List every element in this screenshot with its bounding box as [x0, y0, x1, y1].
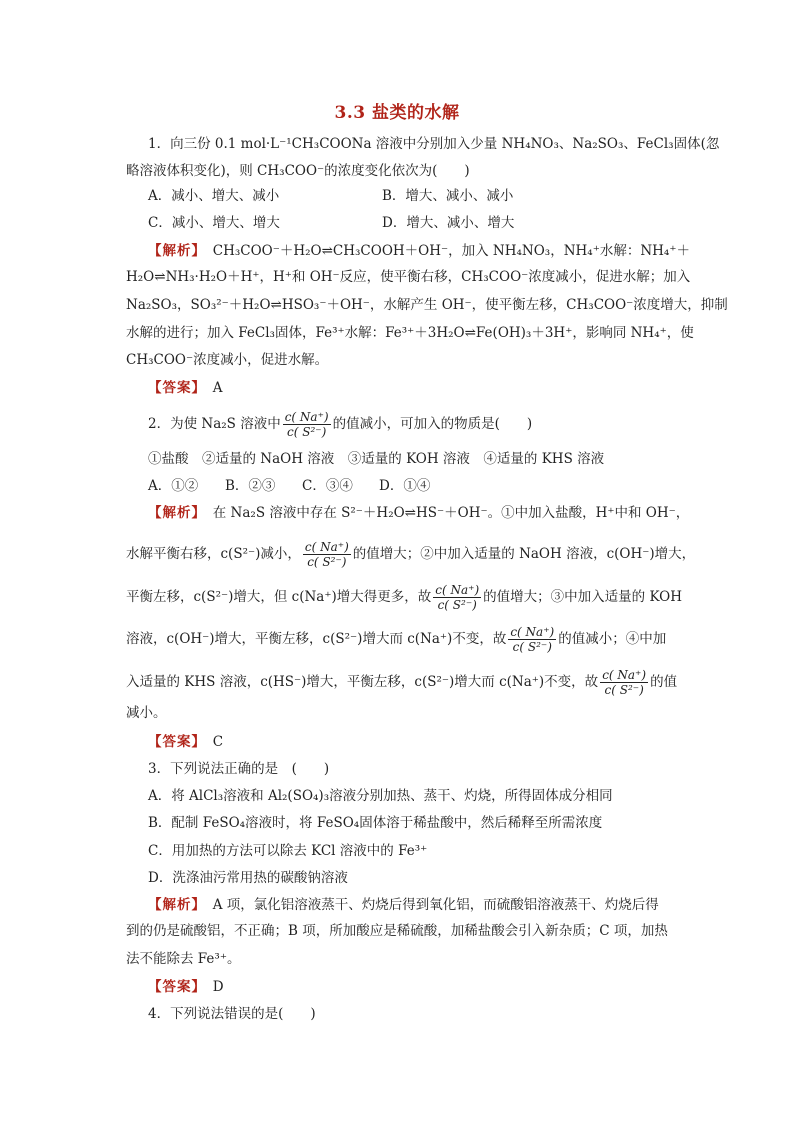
q3-answer-tag: 【答案】 [148, 979, 200, 995]
q2-stem-post: 的值减小，可加入的物质是( ) [332, 416, 533, 432]
q3-option-b: B．配制 FeSO₄溶液时，将 FeSO₄固体溶于稀盐酸中，然后稀释至所需浓度 [148, 815, 603, 831]
q1-analysis-line-1 [148, 242, 690, 260]
q2-analysis-tag: 【解析】 [148, 505, 200, 521]
q2-option-a: A．①② [148, 478, 199, 494]
fraction-numerator: c( Na⁺) [284, 410, 329, 424]
q3-analysis-line-1 [148, 896, 659, 914]
q2-stem-fraction [283, 410, 331, 439]
q1-stem-line-1: 1．向三份 0.1 mol·L⁻¹CH₃COONa 溶液中分别加入少量 NH₄NO₃、Na₂SO₃、FeCl₃固体(忽 [148, 136, 720, 152]
q2-option-c: C．③④ [302, 478, 353, 494]
q2-fraction-3 [433, 583, 481, 612]
q2-answer-value: C [212, 734, 224, 750]
q1-analysis-line-5: CH₃COO⁻浓度减小，促进水解。 [126, 352, 329, 368]
q2-option-b: B．②③ [225, 478, 276, 494]
q1-analysis-tag: 【解析】 [148, 243, 200, 259]
q3-analysis-tag: 【解析】 [148, 897, 200, 913]
fraction-denominator: c( S²⁻) [437, 598, 477, 612]
q1-analysis-line-2: H₂O⇌NH₃·H₂O＋H⁺，H⁺和 OH⁻反应，使平衡右移，CH₃COO⁻浓度减小，促进水解；加入 [126, 269, 691, 285]
q1-analysis-text-1: CH₃COO⁻＋H₂O⇌CH₃COOH＋OH⁻，加入 NH₄NO₃，NH₄⁺水解：NH₄⁺＋ [212, 243, 690, 259]
q2-answer-line [148, 733, 223, 751]
q3-stem: 3．下列说法正确的是 ( ) [148, 761, 330, 777]
q1-option-c: C．减小、增大、增大 [148, 215, 280, 231]
fraction-numerator: c( Na⁺) [602, 668, 647, 682]
q1-analysis-line-3: Na₂SO₃，SO₃²⁻＋H₂O⇌HSO₃⁻＋OH⁻，水解产生 OH⁻，使平衡左移，CH₃COO⁻浓度增大，抑制 [126, 297, 728, 313]
q2-analysis-4-pre: 溶液，c(OH⁻)增大，平衡左移，c(S²⁻)增大而 c(Na⁺)不变，故 [126, 631, 507, 647]
q1-stem-line-2: 略溶液体积变化)，则 CH₃COO⁻的浓度变化依次为( ) [126, 163, 470, 179]
q1-answer-value: A [212, 380, 223, 396]
q2-analysis-text-1: 在 Na₂S 溶液中存在 S²⁻＋H₂O⇌HS⁻＋OH⁻。①中加入盐酸，H⁺中和 OH⁻， [212, 505, 690, 521]
fraction-numerator: c( Na⁺) [304, 540, 349, 554]
q2-stem-pre: 2．为使 Na₂S 溶液中 [148, 416, 281, 432]
q2-analysis-line-4 [126, 625, 666, 654]
q3-option-a: A．将 AlCl₃溶液和 Al₂(SO₄)₃溶液分别加热、蒸干、灼烧，所得固体成分相同 [148, 788, 613, 804]
q2-analysis-line-5 [126, 668, 677, 697]
q3-option-d: D．洗涤油污常用热的碳酸钠溶液 [148, 870, 348, 886]
q2-analysis-3-post: 的值增大；③中加入适量的 KOH [483, 589, 683, 605]
q2-choices: ①盐酸 ②适量的 NaOH 溶液 ③适量的 KOH 溶液 ④适量的 KHS 溶液 [148, 451, 605, 467]
q1-answer-tag: 【答案】 [148, 380, 200, 396]
q1-option-b: B．增大、减小、减小 [382, 188, 514, 204]
fraction-denominator: c( S²⁻) [604, 683, 644, 697]
q2-analysis-line-6: 减小。 [126, 705, 167, 721]
q2-fraction-2 [303, 540, 351, 569]
q1-answer-line [148, 379, 223, 397]
q2-analysis-4-post: 的值减小；④中加 [558, 631, 667, 647]
q2-analysis-line-3 [126, 583, 682, 612]
q2-analysis-2-post: 的值增大；②中加入适量的 NaOH 溶液，c(OH⁻)增大， [352, 546, 696, 562]
q2-analysis-2-pre: 水解平衡右移，c(S²⁻)减小， [126, 546, 301, 562]
q1-option-d: D．增大、减小、增大 [382, 215, 515, 231]
page-title: 3.3 盐类的水解 [334, 103, 460, 123]
q2-stem [148, 410, 532, 439]
q1-analysis-line-4: 水解的进行；加入 FeCl₃固体，Fe³⁺水解：Fe³⁺＋3H₂O⇌Fe(OH)₃＋3H⁺，影响同 NH₄⁺，使 [126, 325, 694, 341]
fraction-numerator: c( Na⁺) [435, 583, 480, 597]
q3-analysis-line-2: 到的仍是硫酸铝，不正确；B 项，所加酸应是稀硫酸，加稀盐酸会引入新杂质；C 项，加热 [126, 923, 668, 939]
q1-option-a: A．减小、增大、减小 [148, 188, 280, 204]
q2-analysis-5-post: 的值 [650, 674, 678, 690]
q4-stem: 4．下列说法错误的是( ) [148, 1006, 316, 1022]
q3-analysis-text-1: A 项，氯化铝溶液蒸干、灼烧后得到氧化铝，而硫酸铝溶液蒸干、灼烧后得 [212, 897, 659, 913]
q2-analysis-line-2 [126, 540, 695, 569]
q2-option-d: D．①④ [379, 478, 431, 494]
q3-answer-value: D [212, 979, 224, 995]
q3-answer-line [148, 978, 224, 996]
q3-option-c: C．用加热的方法可以除去 KCl 溶液中的 Fe³⁺ [148, 843, 428, 859]
fraction-denominator: c( S²⁻) [287, 425, 327, 439]
q2-fraction-5 [600, 668, 648, 697]
fraction-denominator: c( S²⁻) [512, 640, 552, 654]
q2-analysis-line-1 [148, 504, 689, 522]
q3-analysis-line-3: 法不能除去 Fe³⁺。 [126, 951, 241, 967]
q2-answer-tag: 【答案】 [148, 734, 200, 750]
fraction-denominator: c( S²⁻) [307, 555, 347, 569]
q2-analysis-3-pre: 平衡左移，c(S²⁻)增大，但 c(Na⁺)增大得更多，故 [126, 589, 432, 605]
fraction-numerator: c( Na⁺) [510, 625, 555, 639]
q2-fraction-4 [508, 625, 556, 654]
q2-analysis-5-pre: 入适量的 KHS 溶液，c(HS⁻)增大，平衡左移，c(S²⁻)增大而 c(Na⁺)不变，故 [126, 674, 599, 690]
